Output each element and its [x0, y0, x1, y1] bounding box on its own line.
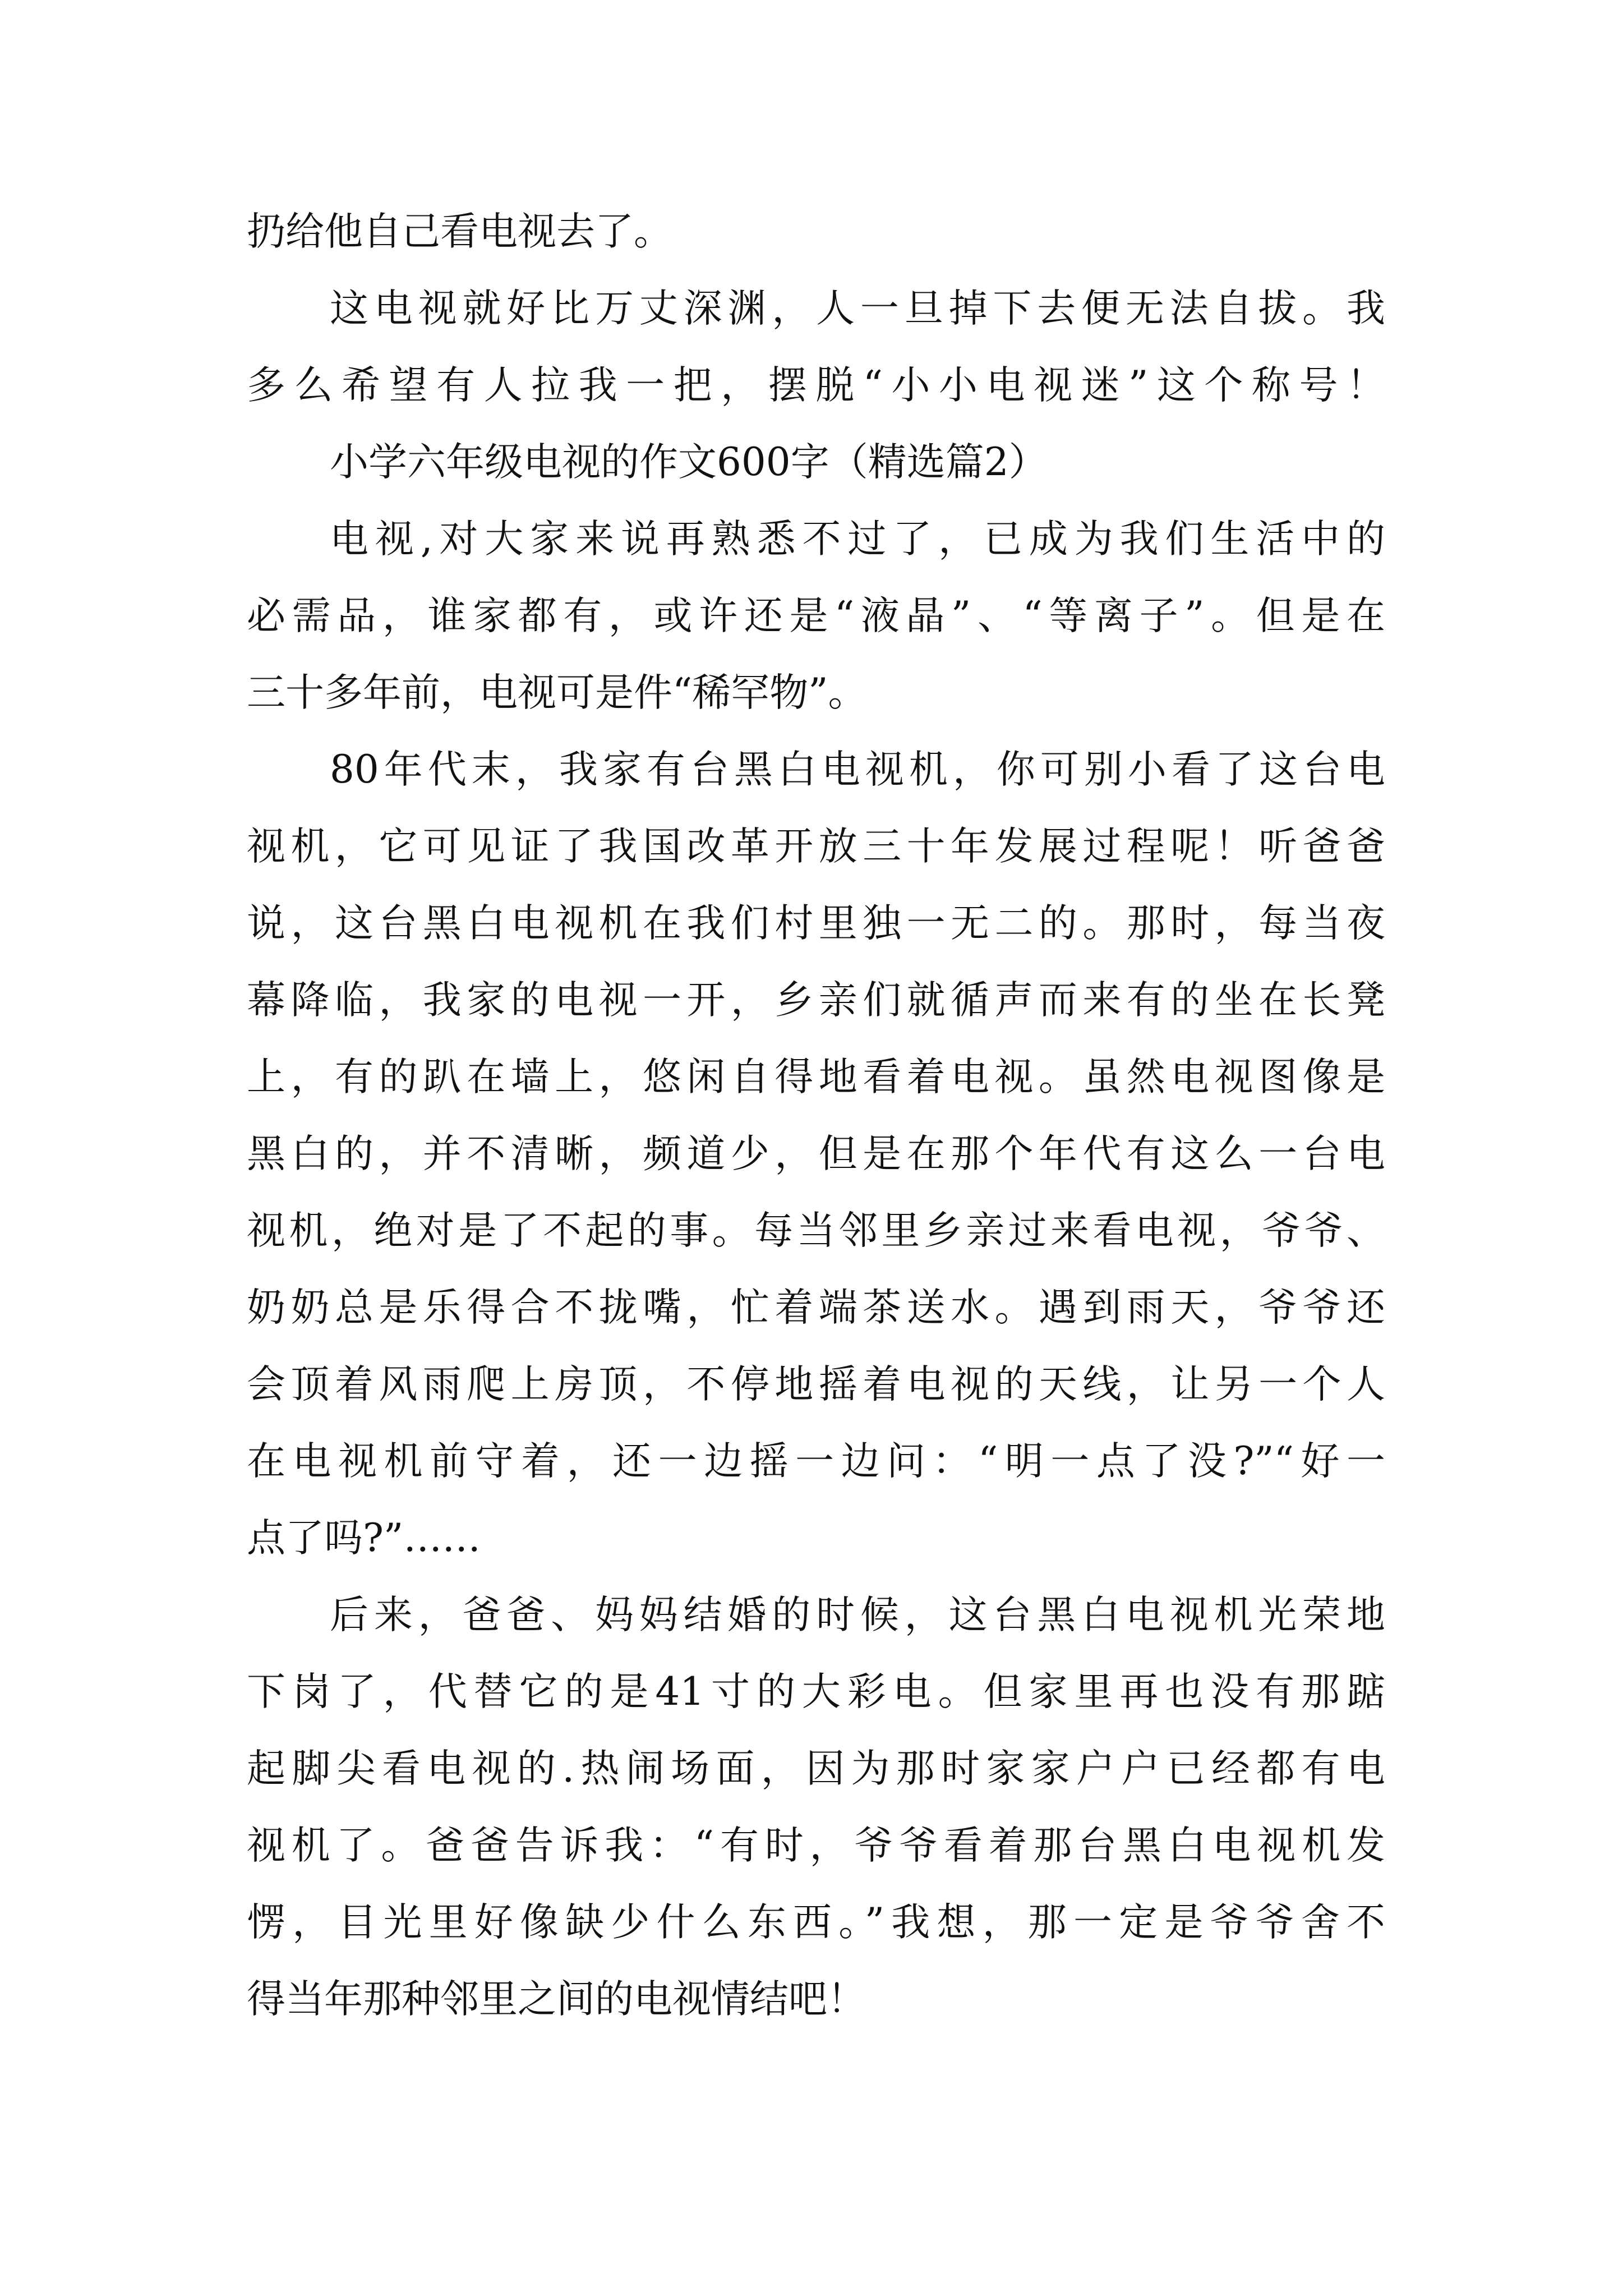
text-line: 在电视机前守着，还一边摇一边问：“明一点了没?”“好一	[247, 1439, 1385, 1484]
text-line: 后来，爸爸、妈妈结婚的时候，这台黑白电视机光荣地	[330, 1593, 1385, 1637]
text-line: 会顶着风雨爬上房顶，不停地摇着电视的天线，让另一个人	[247, 1362, 1385, 1407]
text-line: 多么希望有人拉我一把，摆脱“小小电视迷”这个称号！	[247, 363, 1385, 408]
text-line: 上，有的趴在墙上，悠闲自得地看着电视。虽然电视图像是	[247, 1055, 1385, 1099]
text-line: 扔给他自己看电视去了。	[247, 209, 672, 254]
text-line: 这电视就好比万丈深渊，人一旦掉下去便无法自拔。我	[330, 286, 1385, 331]
text-line: 点了吗?”……	[247, 1516, 481, 1561]
text-line: 奶奶总是乐得合不拢嘴，忙着端茶送水。遇到雨天，爷爷还	[247, 1285, 1385, 1330]
document-body	[247, 194, 1385, 2038]
section-heading: 小学六年级电视的作文600字（精选篇2）	[330, 440, 1048, 485]
text-line: 黑白的，并不清晰，频道少，但是在那个年代有这么一台电	[247, 1131, 1385, 1176]
text-line: 视机，绝对是了不起的事。每当邻里乡亲过来看电视，爷爷、	[247, 1208, 1385, 1253]
text-line: 必需品，谁家都有，或许还是“液晶”、“等离子”。但是在	[247, 593, 1385, 638]
text-line: 80年代末，我家有台黑白电视机，你可别小看了这台电	[330, 747, 1385, 792]
text-line: 视机了。爸爸告诉我：“有时，爷爷看着那台黑白电视机发	[247, 1823, 1385, 1868]
text-line: 愣，目光里好像缺少什么东西。”我想，那一定是爷爷舍不	[247, 1900, 1385, 1945]
text-line: 下岗了，代替它的是41寸的大彩电。但家里再也没有那踮	[247, 1669, 1385, 1714]
text-line: 说，这台黑白电视机在我们村里独一无二的。那时，每当夜	[247, 901, 1385, 946]
text-line: 电视,对大家来说再熟悉不过了，已成为我们生活中的	[330, 517, 1385, 562]
text-line: 三十多年前，电视可是件“稀罕物”。	[247, 670, 867, 715]
text-line: 视机，它可见证了我国改革开放三十年发展过程呢！听爸爸	[247, 824, 1385, 869]
text-line: 得当年那种邻里之间的电视情结吧！	[247, 1977, 866, 2022]
text-line: 起脚尖看电视的.热闹场面，因为那时家家户户已经都有电	[247, 1746, 1385, 1791]
text-line: 幕降临，我家的电视一开，乡亲们就循声而来有的坐在长凳	[247, 978, 1385, 1023]
